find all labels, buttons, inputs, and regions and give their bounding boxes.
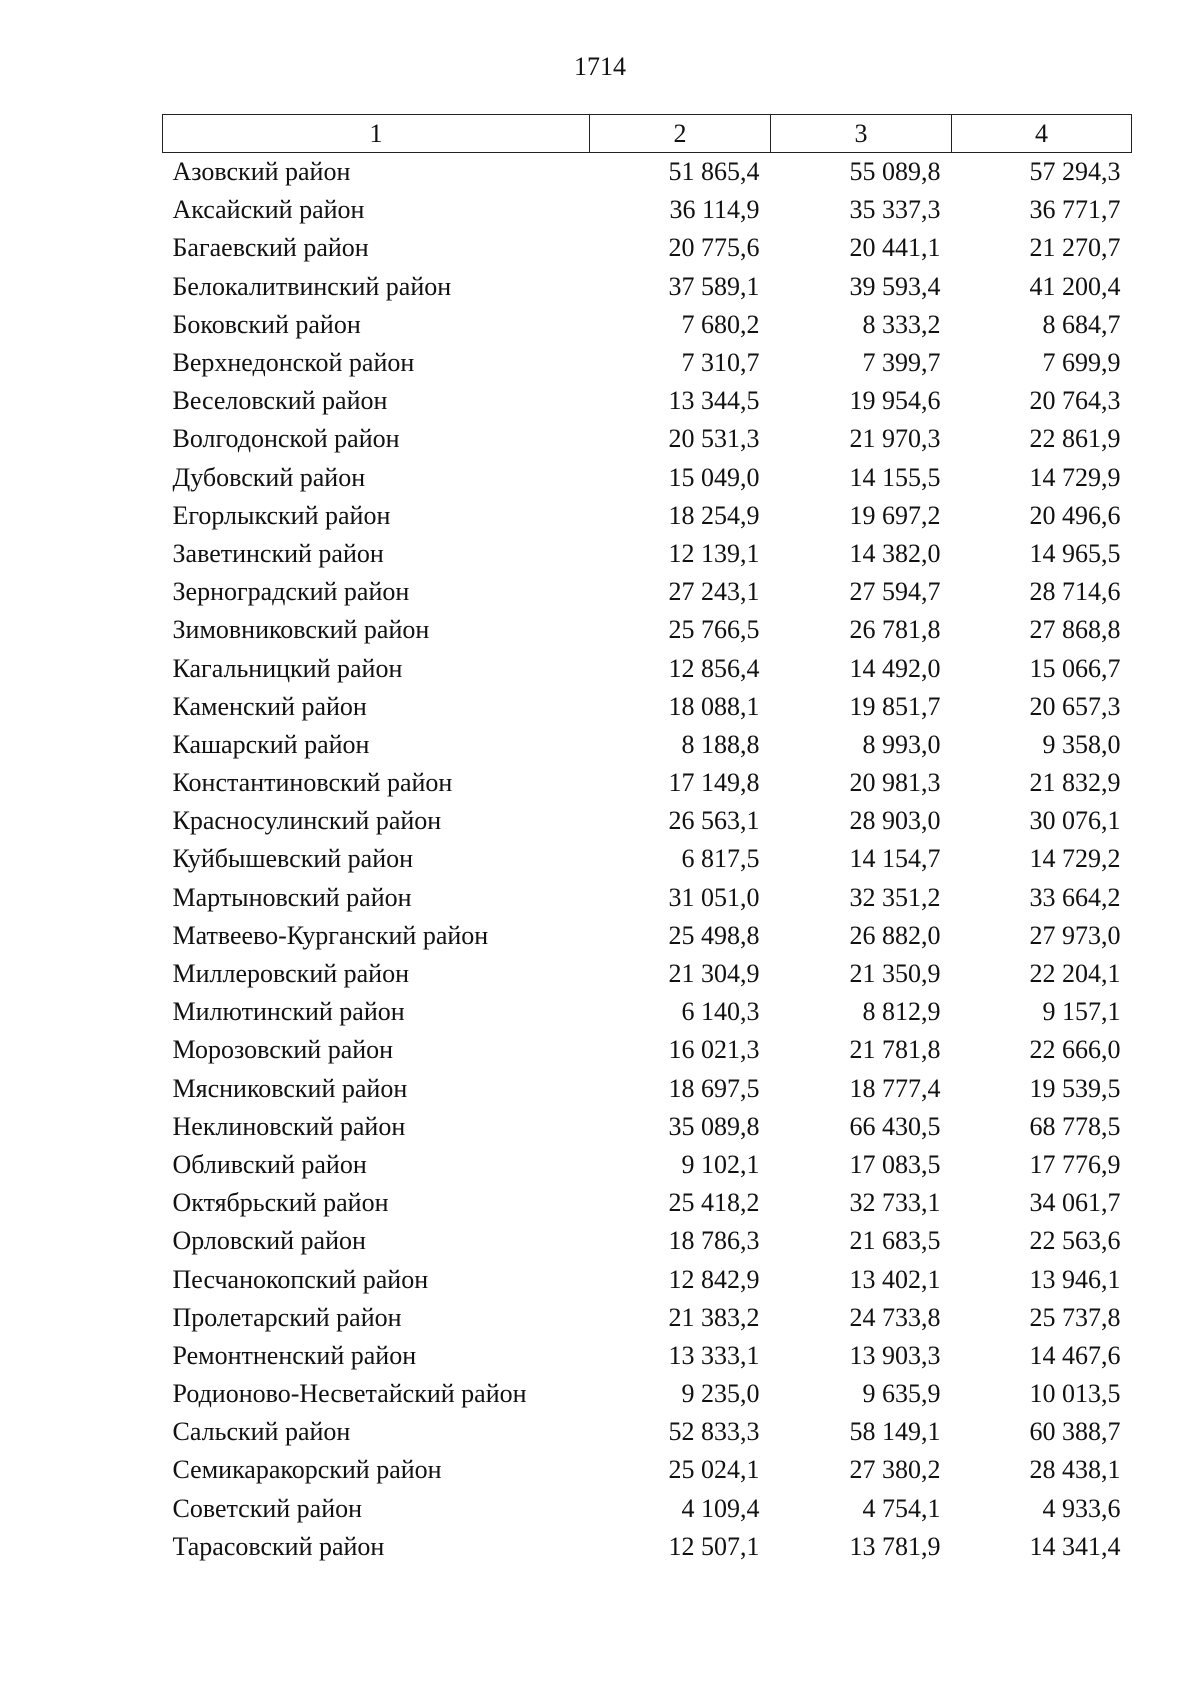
value-cell-col3: 21 970,3 (849, 424, 941, 454)
value-cell-col3: 20 981,3 (849, 768, 941, 798)
value-cell-col3: 32 733,1 (849, 1188, 941, 1218)
value-cell-col3: 14 382,0 (849, 538, 941, 568)
value-cell-col2: 15 049,0 (668, 462, 760, 492)
table-row (163, 1260, 1132, 1298)
value-cell-col3: 39 593,4 (849, 271, 941, 301)
value-cell-col3: 13 402,1 (849, 1264, 941, 1294)
table-header (163, 115, 1132, 153)
value-cell-col2: 27 243,1 (668, 577, 760, 607)
district-name-cell: Песчанокопский район (172, 1264, 429, 1294)
value-cell-col4: 14 467,6 (1029, 1340, 1121, 1370)
table-row (163, 1070, 1132, 1108)
value-cell-col4: 21 270,7 (1029, 233, 1121, 263)
value-cell-col4: 14 729,2 (1029, 844, 1121, 874)
value-cell-col4: 20 764,3 (1029, 386, 1121, 416)
value-cell-col2: 7 310,7 (681, 348, 760, 378)
district-name-cell: Зимовниковский район (172, 615, 430, 645)
value-cell-col4: 17 776,9 (1029, 1149, 1121, 1179)
column-header-3: 3 (771, 115, 952, 153)
value-cell-col3: 27 380,2 (849, 1455, 941, 1485)
value-cell-col3: 20 441,1 (849, 233, 941, 263)
budget-table (162, 114, 1132, 1566)
district-name-cell: Морозовский район (172, 1035, 394, 1065)
district-name-cell: Белокалитвинский район (172, 271, 452, 301)
value-cell-col2: 13 344,5 (668, 386, 760, 416)
value-cell-col4: 9 157,1 (1042, 997, 1121, 1027)
value-cell-col2: 20 775,6 (668, 233, 760, 263)
table-row (163, 306, 1132, 344)
table-row (163, 649, 1132, 687)
value-cell-col3: 7 399,7 (862, 348, 941, 378)
table-row (163, 1337, 1132, 1375)
value-cell-col4: 22 861,9 (1029, 424, 1121, 454)
value-cell-col3: 27 594,7 (849, 577, 941, 607)
table-row (163, 459, 1132, 497)
value-cell-col2: 26 563,1 (668, 806, 760, 836)
district-name-cell: Пролетарский район (172, 1302, 402, 1332)
value-cell-col3: 8 333,2 (862, 309, 941, 339)
value-cell-col4: 14 729,9 (1029, 462, 1121, 492)
district-name-cell: Родионово-Несветайский район (172, 1379, 527, 1409)
value-cell-col2: 18 786,3 (668, 1226, 760, 1256)
table-row (163, 1490, 1132, 1528)
district-name-cell: Мартыновский район (172, 882, 412, 912)
district-name-cell: Егорлыкский район (172, 500, 391, 530)
value-cell-col3: 14 154,7 (849, 844, 941, 874)
table-row (163, 993, 1132, 1031)
value-cell-col4: 27 868,8 (1029, 615, 1121, 645)
value-cell-col4: 8 684,7 (1042, 309, 1121, 339)
district-name-cell: Октябрьский район (172, 1188, 389, 1218)
district-name-cell: Азовский район (172, 157, 351, 187)
value-cell-col4: 57 294,3 (1029, 157, 1121, 187)
value-cell-col4: 20 657,3 (1029, 691, 1121, 721)
value-cell-col3: 32 351,2 (849, 882, 941, 912)
value-cell-col4: 19 539,5 (1029, 1073, 1121, 1103)
district-name-cell: Веселовский район (172, 386, 388, 416)
district-name-cell: Верхнедонской район (172, 348, 415, 378)
district-name-cell: Дубовский район (172, 462, 366, 492)
value-cell-col3: 9 635,9 (862, 1379, 941, 1409)
value-cell-col3: 14 492,0 (849, 653, 941, 683)
value-cell-col3: 26 781,8 (849, 615, 941, 645)
value-cell-col4: 7 699,9 (1042, 348, 1121, 378)
value-cell-col2: 12 856,4 (668, 653, 760, 683)
value-cell-col3: 19 697,2 (849, 500, 941, 530)
value-cell-col4: 22 204,1 (1029, 959, 1121, 989)
district-name-cell: Сальский район (172, 1417, 351, 1447)
value-cell-col3: 24 733,8 (849, 1302, 941, 1332)
table-row (163, 229, 1132, 267)
district-name-cell: Тарасовский район (172, 1531, 385, 1561)
value-cell-col2: 25 024,1 (668, 1455, 760, 1485)
value-cell-col2: 21 383,2 (668, 1302, 760, 1332)
table-row (163, 840, 1132, 878)
table-row (163, 497, 1132, 535)
district-name-cell: Красносулинский район (172, 806, 442, 836)
district-name-cell: Семикаракорский район (172, 1455, 442, 1485)
table-row (163, 1451, 1132, 1489)
value-cell-col4: 34 061,7 (1029, 1188, 1121, 1218)
value-cell-col2: 12 842,9 (668, 1264, 760, 1294)
value-cell-col3: 13 781,9 (849, 1531, 941, 1561)
value-cell-col2: 18 697,5 (668, 1073, 760, 1103)
district-name-cell: Заветинский район (172, 538, 384, 568)
value-cell-col3: 18 777,4 (849, 1073, 941, 1103)
table-row (163, 191, 1132, 229)
table-body (163, 153, 1132, 1566)
value-cell-col2: 4 109,4 (681, 1493, 760, 1523)
value-cell-col2: 6 140,3 (681, 997, 760, 1027)
value-cell-col2: 20 531,3 (668, 424, 760, 454)
column-header-4: 4 (952, 115, 1132, 153)
value-cell-col4: 14 965,5 (1029, 538, 1121, 568)
value-cell-col3: 35 337,3 (849, 195, 941, 225)
table-row (163, 268, 1132, 306)
table-row (163, 764, 1132, 802)
value-cell-col3: 19 954,6 (849, 386, 941, 416)
value-cell-col3: 19 851,7 (849, 691, 941, 721)
value-cell-col3: 14 155,5 (849, 462, 941, 492)
district-name-cell: Кашарский район (172, 729, 370, 759)
district-name-cell: Матвеево-Курганский район (172, 920, 489, 950)
district-name-cell: Обливский район (172, 1149, 367, 1179)
value-cell-col4: 28 714,6 (1029, 577, 1121, 607)
table-row (163, 802, 1132, 840)
table-row (163, 153, 1132, 192)
value-cell-col4: 10 013,5 (1029, 1379, 1121, 1409)
value-cell-col2: 25 766,5 (668, 615, 760, 645)
district-name-cell: Боковский район (172, 309, 361, 339)
value-cell-col4: 4 933,6 (1042, 1493, 1121, 1523)
district-name-cell: Орловский район (172, 1226, 366, 1256)
page-number: 1714 (574, 52, 626, 81)
value-cell-col3: 28 903,0 (849, 806, 941, 836)
value-cell-col3: 21 350,9 (849, 959, 941, 989)
table-row (163, 535, 1132, 573)
table-row (163, 1528, 1132, 1566)
value-cell-col4: 21 832,9 (1029, 768, 1121, 798)
value-cell-col4: 14 341,4 (1029, 1531, 1121, 1561)
value-cell-col3: 58 149,1 (849, 1417, 941, 1447)
value-cell-col4: 60 388,7 (1029, 1417, 1121, 1447)
value-cell-col3: 21 683,5 (849, 1226, 941, 1256)
value-cell-col2: 25 498,8 (668, 920, 760, 950)
district-name-cell: Кагальницкий район (172, 653, 403, 683)
district-name-cell: Куйбышевский район (172, 844, 414, 874)
table-row (163, 1375, 1132, 1413)
value-cell-col2: 12 507,1 (668, 1531, 760, 1561)
table-row (163, 1146, 1132, 1184)
table-row (163, 344, 1132, 382)
district-name-cell: Константиновский район (172, 768, 453, 798)
value-cell-col4: 36 771,7 (1029, 195, 1121, 225)
value-cell-col3: 8 812,9 (862, 997, 941, 1027)
value-cell-col3: 17 083,5 (849, 1149, 941, 1179)
table-row (163, 1299, 1132, 1337)
table-row (163, 420, 1132, 458)
value-cell-col4: 30 076,1 (1029, 806, 1121, 836)
value-cell-col2: 25 418,2 (668, 1188, 760, 1218)
value-cell-col2: 9 235,0 (681, 1379, 760, 1409)
district-name-cell: Милютинский район (172, 997, 405, 1027)
district-name-cell: Волгодонской район (172, 424, 400, 454)
district-name-cell: Ремонтненский район (172, 1340, 417, 1370)
district-name-cell: Мясниковский район (172, 1073, 408, 1103)
district-name-cell: Неклиновский район (172, 1111, 406, 1141)
value-cell-col2: 13 333,1 (668, 1340, 760, 1370)
value-cell-col3: 21 781,8 (849, 1035, 941, 1065)
district-name-cell: Зерноградский район (172, 577, 410, 607)
value-cell-col4: 27 973,0 (1029, 920, 1121, 950)
table-row (163, 611, 1132, 649)
table-row (163, 573, 1132, 611)
district-name-cell: Аксайский район (172, 195, 365, 225)
value-cell-col4: 15 066,7 (1029, 653, 1121, 683)
value-cell-col4: 68 778,5 (1029, 1111, 1121, 1141)
district-name-cell: Багаевский район (172, 233, 369, 263)
column-header-1: 1 (163, 115, 590, 153)
value-cell-col2: 31 051,0 (668, 882, 760, 912)
value-cell-col2: 18 254,9 (668, 500, 760, 530)
table-row (163, 726, 1132, 764)
value-cell-col2: 18 088,1 (668, 691, 760, 721)
table-row (163, 688, 1132, 726)
table-row (163, 1108, 1132, 1146)
value-cell-col4: 22 563,6 (1029, 1226, 1121, 1256)
value-cell-col3: 55 089,8 (849, 157, 941, 187)
table-row (163, 955, 1132, 993)
district-name-cell: Миллеровский район (172, 959, 410, 989)
value-cell-col2: 51 865,4 (668, 157, 760, 187)
value-cell-col3: 66 430,5 (849, 1111, 941, 1141)
table-row (163, 1031, 1132, 1069)
value-cell-col4: 13 946,1 (1029, 1264, 1121, 1294)
district-name-cell: Каменский район (172, 691, 367, 721)
value-cell-col2: 52 833,3 (668, 1417, 760, 1447)
value-cell-col2: 35 089,8 (668, 1111, 760, 1141)
value-cell-col4: 22 666,0 (1029, 1035, 1121, 1065)
value-cell-col2: 36 114,9 (669, 195, 760, 225)
district-name-cell: Советский район (172, 1493, 363, 1523)
header-row (163, 115, 1132, 153)
value-cell-col4: 41 200,4 (1029, 271, 1121, 301)
value-cell-col2: 6 817,5 (681, 844, 760, 874)
value-cell-col4: 25 737,8 (1029, 1302, 1121, 1332)
value-cell-col4: 28 438,1 (1029, 1455, 1121, 1485)
value-cell-col3: 4 754,1 (862, 1493, 941, 1523)
table-row (163, 917, 1132, 955)
value-cell-col3: 26 882,0 (849, 920, 941, 950)
value-cell-col3: 13 903,3 (849, 1340, 941, 1370)
value-cell-col4: 20 496,6 (1029, 500, 1121, 530)
table-row (163, 382, 1132, 420)
value-cell-col4: 33 664,2 (1029, 882, 1121, 912)
table-row (163, 1222, 1132, 1260)
value-cell-col2: 12 139,1 (668, 538, 760, 568)
value-cell-col2: 8 188,8 (681, 729, 760, 759)
value-cell-col3: 8 993,0 (862, 729, 941, 759)
value-cell-col2: 21 304,9 (668, 959, 760, 989)
value-cell-col2: 16 021,3 (668, 1035, 760, 1065)
value-cell-col2: 7 680,2 (681, 309, 760, 339)
value-cell-col2: 17 149,8 (668, 768, 760, 798)
table-row (163, 1184, 1132, 1222)
value-cell-col2: 9 102,1 (681, 1149, 760, 1179)
value-cell-col4: 9 358,0 (1042, 729, 1121, 759)
column-header-2: 2 (590, 115, 771, 153)
value-cell-col2: 37 589,1 (668, 271, 760, 301)
table-row (163, 879, 1132, 917)
table-row (163, 1413, 1132, 1451)
